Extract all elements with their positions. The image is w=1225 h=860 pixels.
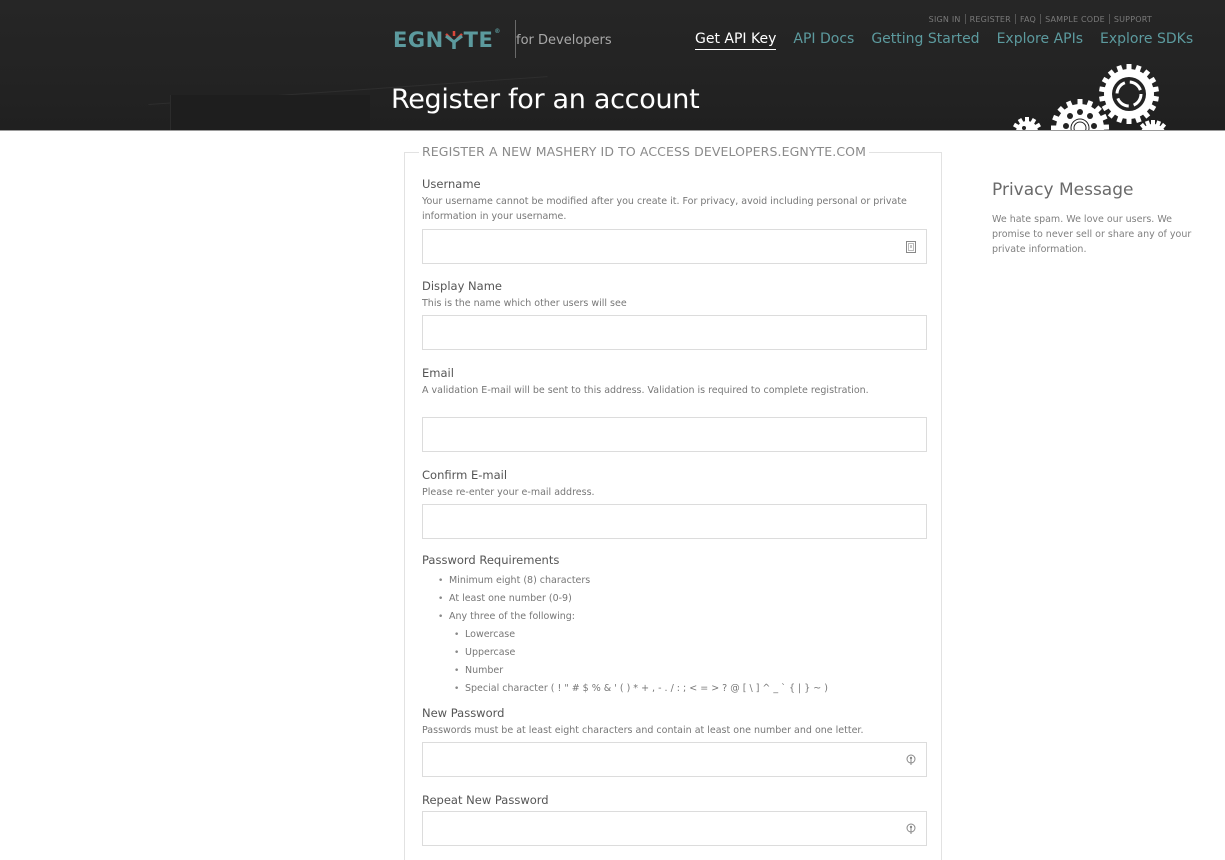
utility-link-support[interactable]: SUPPORT: [1113, 14, 1152, 24]
new-password-field-group: [422, 706, 927, 738]
utility-link-sign-in[interactable]: SIGN IN: [928, 14, 961, 24]
password-requirements-title: Password Requirements: [422, 553, 560, 567]
nav-getting-started[interactable]: Getting Started: [871, 31, 980, 47]
email-input-wrapper: [422, 417, 927, 452]
username-help: Your username cannot be modified after you create it. For privacy, avoid including personal or private information in your username.: [422, 196, 907, 222]
email-input[interactable]: [423, 418, 926, 451]
repeat-password-field-group: [422, 793, 927, 807]
display-name-label: Display Name: [422, 279, 502, 293]
autofill-card-icon[interactable]: [906, 241, 916, 253]
nav-get-api-key[interactable]: Get API Key: [695, 31, 776, 50]
site-header: [0, 0, 1225, 131]
password-requirements: [422, 553, 927, 698]
registration-form: [404, 144, 942, 860]
password-key-icon[interactable]: [906, 754, 916, 766]
logo-y-glyph: [444, 28, 464, 52]
username-field-group: [422, 177, 927, 224]
display-name-field-group: [422, 279, 927, 311]
nav-explore-apis[interactable]: Explore APIs: [996, 31, 1084, 47]
gears-illustration-icon: [1005, 60, 1185, 131]
confirm-email-field-group: [422, 468, 927, 500]
requirement-sub-item: • Number: [422, 662, 927, 680]
egnyte-logo-link[interactable]: [393, 28, 612, 52]
privacy-title: Privacy Message: [992, 180, 1134, 200]
repeat-password-input[interactable]: [423, 812, 926, 845]
password-requirements-list: [422, 572, 927, 698]
egnyte-logo: EGN TE®: [393, 28, 501, 52]
new-password-label: New Password: [422, 706, 505, 720]
display-name-help: This is the name which other users will see: [422, 298, 627, 309]
privacy-sidebar: [992, 180, 1192, 257]
utility-link-sample-code[interactable]: SAMPLE CODE: [1045, 14, 1105, 24]
password-key-icon[interactable]: [906, 823, 916, 835]
requirement-sub-item: • Special character ( ! " # $ % & ' ( ) * + , - . / : ; < = > ? @ [ \ ] ^ _ ` { | } ~ ): [422, 680, 927, 698]
utility-link-register[interactable]: REGISTER: [969, 14, 1011, 24]
new-password-input[interactable]: [423, 743, 926, 776]
nav-api-docs[interactable]: API Docs: [793, 31, 855, 47]
display-name-input[interactable]: [423, 316, 926, 349]
requirement-item: • Minimum eight (8) characters: [422, 572, 927, 590]
header-background-decoration: [170, 95, 370, 131]
email-field-group: [422, 366, 927, 398]
requirement-sub-item: • Uppercase: [422, 644, 927, 662]
confirm-email-help: Please re-enter your e-mail address.: [422, 487, 595, 498]
utility-nav: [925, 14, 1156, 24]
logo-subtitle: for Developers: [516, 33, 612, 48]
username-input-wrapper: [422, 229, 927, 264]
email-help: A validation E-mail will be sent to this address. Validation is required to complete registration.: [422, 385, 869, 396]
repeat-password-label: Repeat New Password: [422, 793, 549, 807]
form-legend: REGISTER A NEW MASHERY ID TO ACCESS DEVELOPERS.EGNYTE.COM: [419, 144, 869, 159]
main-nav: [695, 31, 1193, 50]
requirement-sub-item: • Lowercase: [422, 626, 927, 644]
confirm-email-input[interactable]: [423, 505, 926, 538]
page-title: Register for an account: [391, 84, 700, 115]
new-password-help: Passwords must be at least eight characters and contain at least one number and one letter.: [422, 725, 864, 736]
nav-explore-sdks[interactable]: Explore SDKs: [1100, 31, 1194, 47]
utility-link-faq[interactable]: FAQ: [1019, 14, 1037, 24]
username-label: Username: [422, 177, 481, 191]
display-name-input-wrapper: [422, 315, 927, 350]
requirement-item: • At least one number (0-9): [422, 590, 927, 608]
confirm-email-label: Confirm E-mail: [422, 468, 508, 482]
privacy-text: We hate spam. We love our users. We promise to never sell or share any of your private information.: [992, 214, 1192, 255]
new-password-input-wrapper: [422, 742, 927, 777]
confirm-email-input-wrapper: [422, 504, 927, 539]
username-input[interactable]: [423, 230, 926, 263]
requirement-item: • Any three of the following:: [422, 608, 927, 626]
repeat-password-input-wrapper: [422, 811, 927, 846]
email-label: Email: [422, 366, 454, 380]
